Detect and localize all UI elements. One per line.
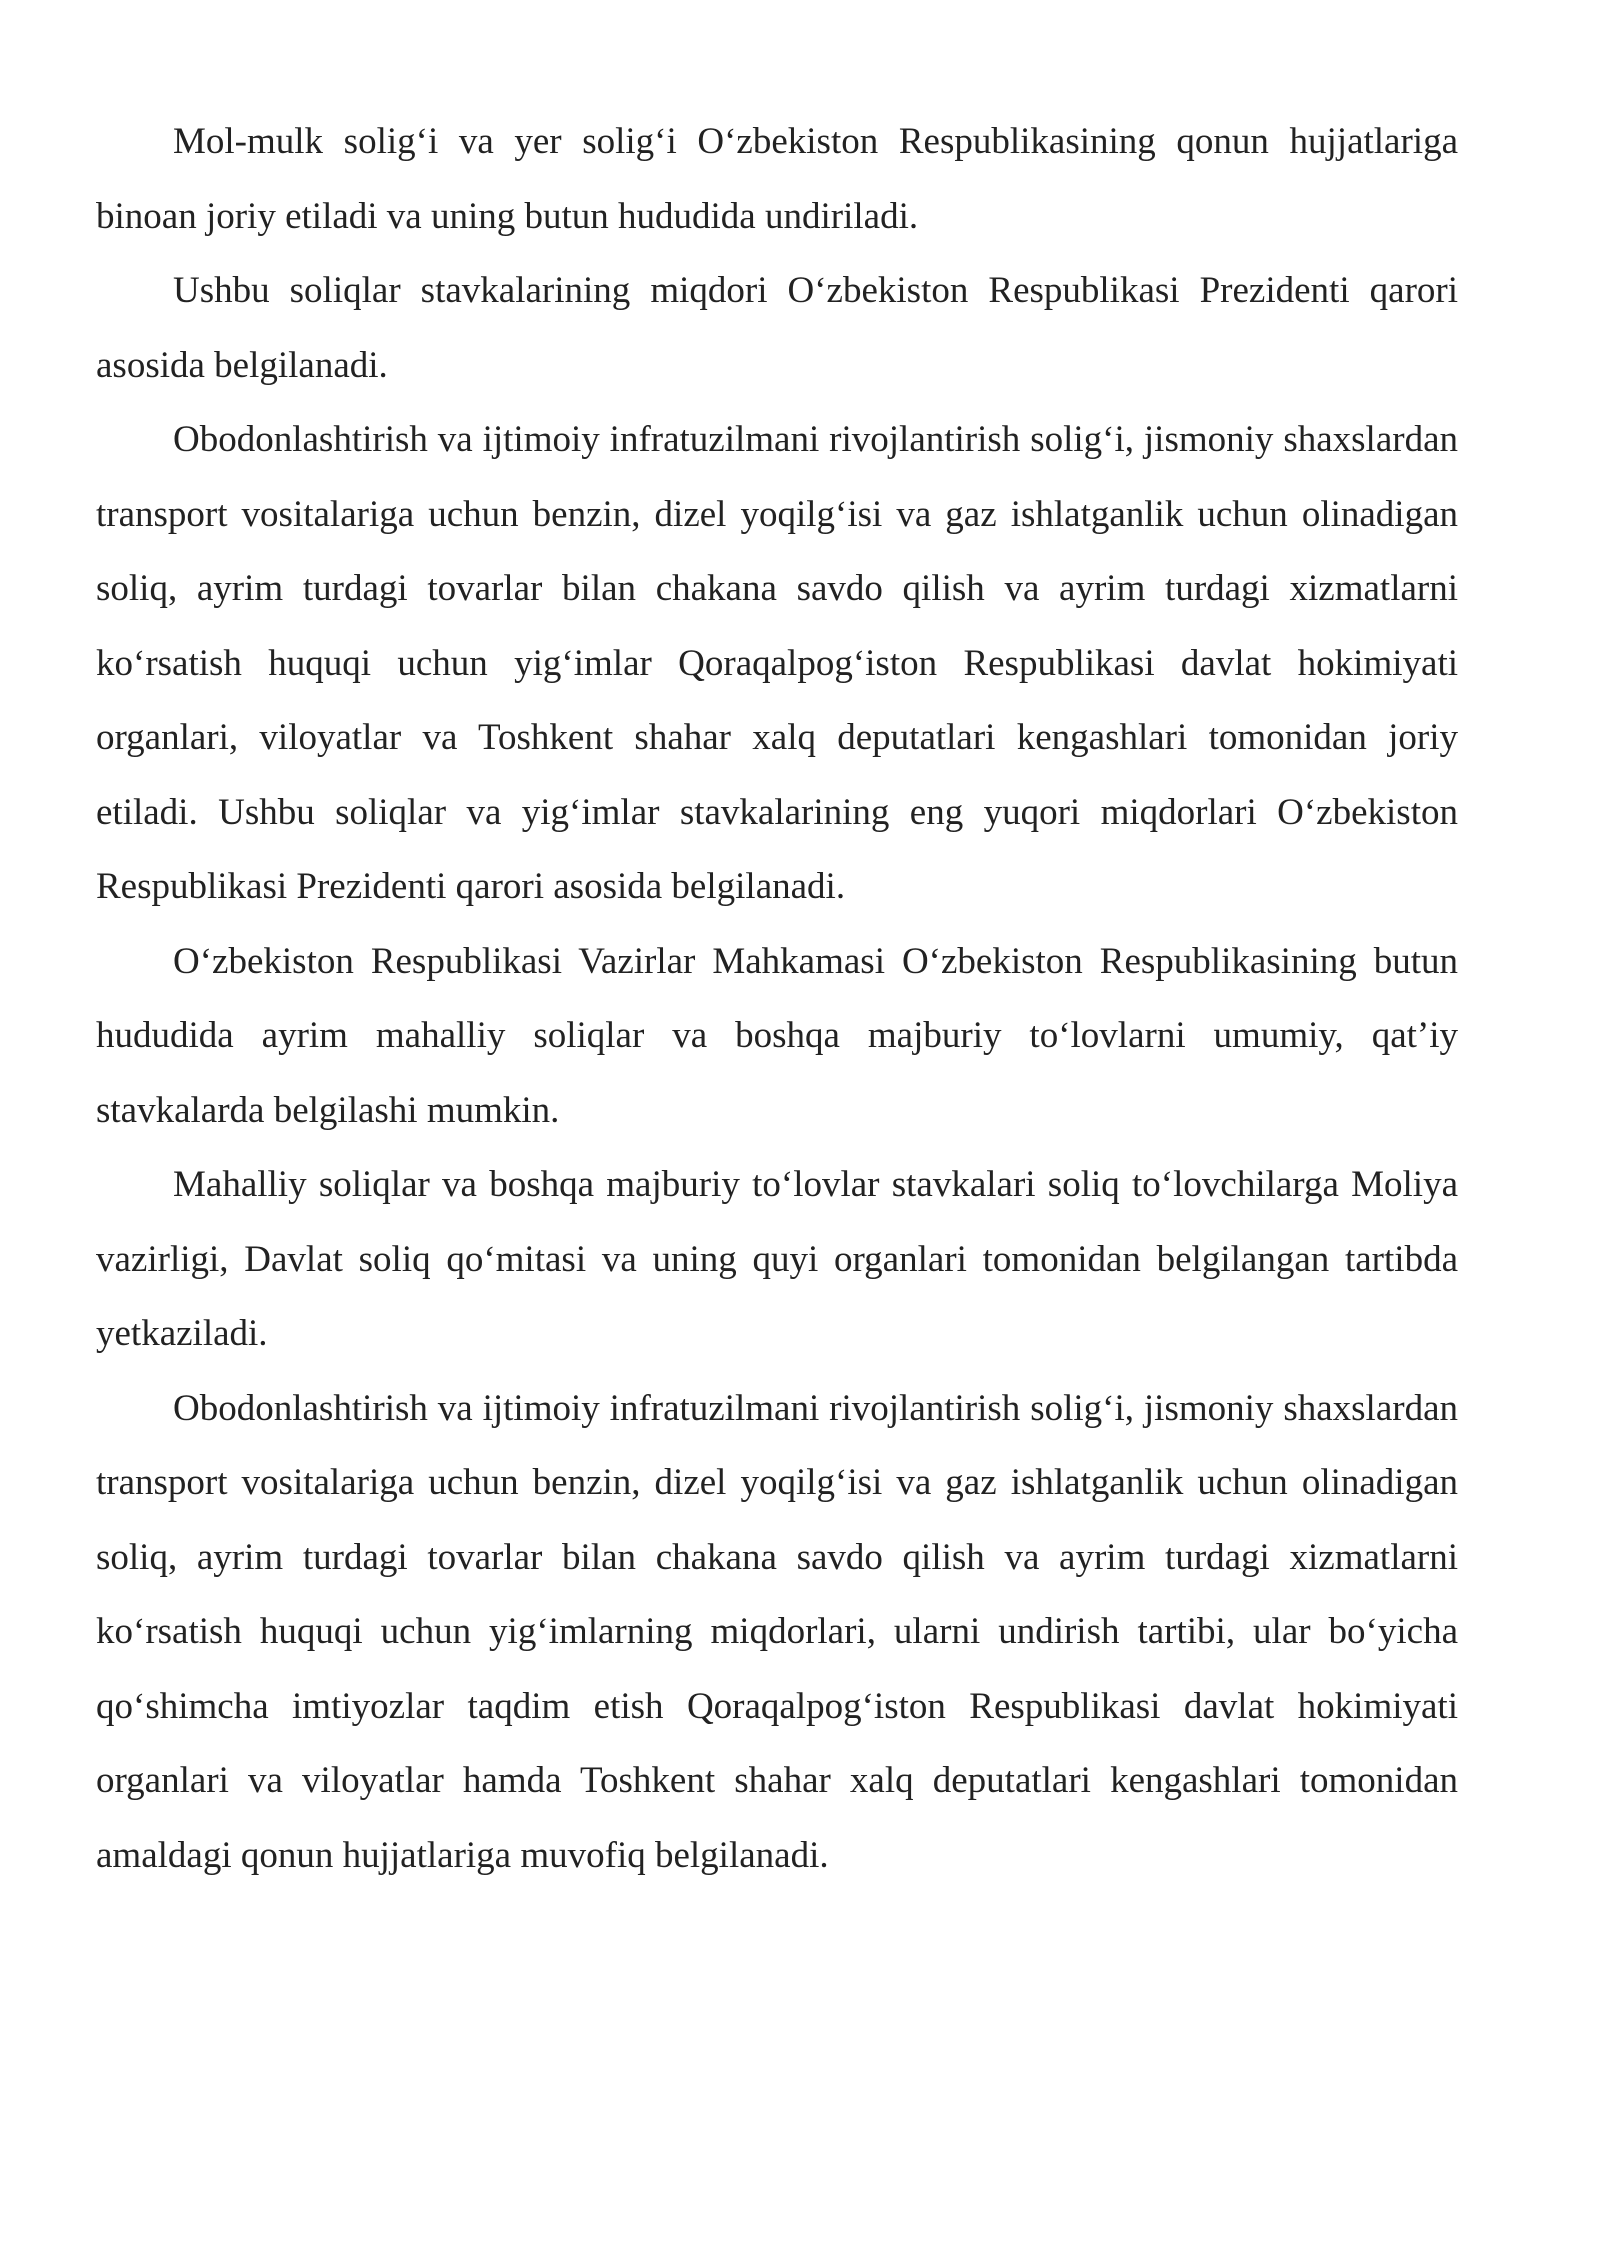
paragraph-rates-communication: Mahalliy soliqlar va boshqa majburiy to‘lovlar stavkalari soliq to‘lovchilarga Moliya vazirligi, Davlat soliq qo‘mitasi va uning quyi organlari tomonidan belgilangan tartibda yetkaziladi. <box>96 1164 1458 1354</box>
document-page <box>96 105 1458 1893</box>
paragraph-cabinet-of-ministers: O‘zbekiston Respublikasi Vazirlar Mahkamasi O‘zbekiston Respublikasining butun hududida ayrim mahalliy soliqlar va boshqa majburiy to‘lovlarni umumiy, qat’iy stavkalarda belgilashi mumkin. <box>96 940 1458 1131</box>
paragraph-local-taxes-introduction: Obodonlashtirish va ijtimoiy infratuzilmani rivojlantirish solig‘i, jismoniy shaxslardan transport vositalariga uchun benzin, dizel yoqilg‘isi va gaz ishlatganlik uchun olinadigan soliq, ayrim turdagi tovarlar bilan chakana savdo qilish va ayrim turdagi xizmatlarni ko‘rsatish huquqi uchun yig‘imlar Qoraqalpog‘iston Respublikasi davlat hokimiyati organlari, viloyatlar va Toshkent shahar xalq deputatlari kengashlari tomonidan joriy etiladi. Ushbu soliqlar va yig‘imlar stavkalarining eng yuqori miqdorlari O‘zbekiston Respublikasi Prezidenti qarori asosida belgilanadi. <box>96 419 1458 907</box>
paragraph-property-and-land-tax: Mol-mulk solig‘i va yer solig‘i O‘zbekiston Respublikasining qonun hujjatlariga binoan joriy etiladi va uning butun hududida undiriladi. <box>96 121 1458 237</box>
paragraph-fees-and-benefits: Obodonlashtirish va ijtimoiy infratuzilmani rivojlantirish solig‘i, jismoniy shaxslardan transport vositalariga uchun benzin, dizel yoqilg‘isi va gaz ishlatganlik uchun olinadigan soliq, ayrim turdagi tovarlar bilan chakana savdo qilish va ayrim turdagi xizmatlarni ko‘rsatish huquqi uchun yig‘imlarning miqdorlari, ularni undirish tartibi, ular bo‘yicha qo‘shimcha imtiyozlar taqdim etish Qoraqalpog‘iston Respublikasi davlat hokimiyati organlari va viloyatlar hamda Toshkent shahar xalq deputatlari kengashlari tomonidan amaldagi qonun hujjatlariga muvofiq belgilanadi. <box>96 1387 1458 1876</box>
paragraph-tax-rates: Ushbu soliqlar stavkalarining miqdori O‘zbekiston Respublikasi Prezidenti qarori asosida belgilanadi. <box>96 270 1458 386</box>
